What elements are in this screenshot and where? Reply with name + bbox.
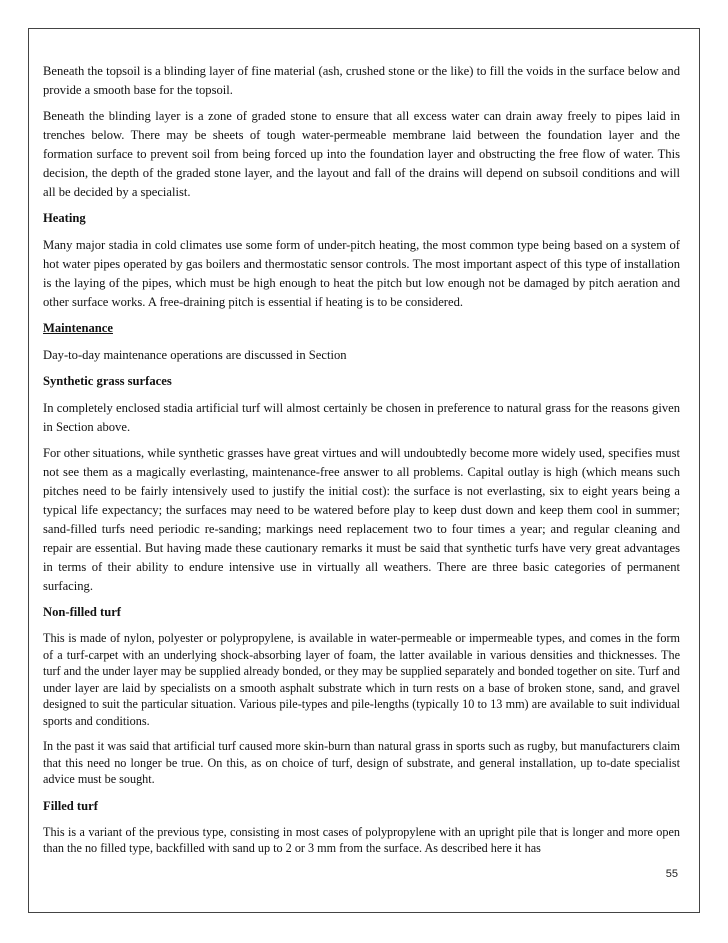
page-number: 55: [665, 868, 678, 880]
heading-non-filled-turf: Non-filled turf: [43, 605, 122, 619]
heading-synthetic-grass: Synthetic grass surfaces: [43, 374, 172, 388]
paragraph-synthetic-1: In completely enclosed stadia artificial turf will almost certainly be chosen in preference to natural grass for the reasons given in Section above.: [43, 401, 680, 434]
heading-maintenance: Maintenance: [43, 321, 113, 335]
paragraph-filled: This is a variant of the previous type, consisting in most cases of polypropylene with an upright pile that is longer and more open than the no filled type, backfilled with sand up to 2 or 3 mm from the surface. As described here it has: [43, 824, 680, 855]
paragraph-non-filled-1: This is made of nylon, polyester or polypropylene, is available in water-permeable or impermeable types, and comes in the form of a turf-carpet with an underlying shock-absorbing layer of foam, the latter available in various densities and thicknesses. The turf and the under layer may be supplied already bonded, or they may be supplied separately and bonded together on site. Turf and under layer are laid by specialists on a smooth asphalt substrate which in turn rests on a base of broken stone, sand, and gravel designed to suit the particular situation. Various pile-types and pile-lengths (typically 10 to 13 mm) are available to suit individual sports and conditions.: [43, 631, 680, 728]
paragraph-graded-stone: Beneath the blinding layer is a zone of graded stone to ensure that all excess water can drain away freely to pipes laid in trenches below. There may be sheets of tough water-permeable membrane laid between the foundation layer and the formation surface to prevent soil from being forced up into the foundation layer and obstructing the free flow of water. This decision, the depth of the graded stone layer, and the layout and fall of the drains will depend on subsoil conditions and will all be decided by a specialist.: [43, 109, 680, 199]
paragraph-blinding-layer: Beneath the topsoil is a blinding layer of fine material (ash, crushed stone or the like) to fill the voids in the surface below and provide a smooth base for the topsoil.: [43, 64, 680, 97]
paragraph-synthetic-2: For other situations, while synthetic grasses have great virtues and will undoubtedly become more widely used, specifies must not see them as a magically everlasting, maintenance-free answer to all problems. Capital outlay is high (which means such pitches need to be fairly intensively used to justify the initial cost): the surface is not everlasting, six to eight years being a typical life expectancy; the surfaces may need to be watered before play to keep dust down and keep them cool in summer; sand-filled turfs need periodic re-sanding; markings need replacement two to four times a year; and regular cleaning and repair are essential. But having made these cautionary remarks it must be said that synthetic turfs have very great advantages in terms of their ability to endure intensive use in virtually all weathers. There are three basic categories of permanent surfacing.: [43, 446, 680, 593]
paragraph-non-filled-2: In the past it was said that artificial turf caused more skin-burn than natural grass in sports such as rugby, but manufacturers claim that this need no longer be true. On this, as on choice of turf, design of substrate, and general installation, up to-date specialist advice must be sought.: [43, 739, 680, 786]
document-body: [43, 62, 680, 866]
heading-heating: Heating: [43, 211, 86, 225]
heading-filled-turf: Filled turf: [43, 798, 98, 813]
paragraph-heating: Many major stadia in cold climates use some form of under-pitch heating, the most common type being based on a system of hot water pipes operated by gas boilers and thermostatic sensor controls. The most important aspect of this type of installation is the laying of the pipes, which must be high enough to heat the pitch but low enough not be damaged by pitch aeration and other surface works. A free-draining pitch is essential if heating is to be considered.: [43, 238, 680, 309]
paragraph-maintenance: Day-to-day maintenance operations are discussed in Section: [43, 348, 347, 362]
